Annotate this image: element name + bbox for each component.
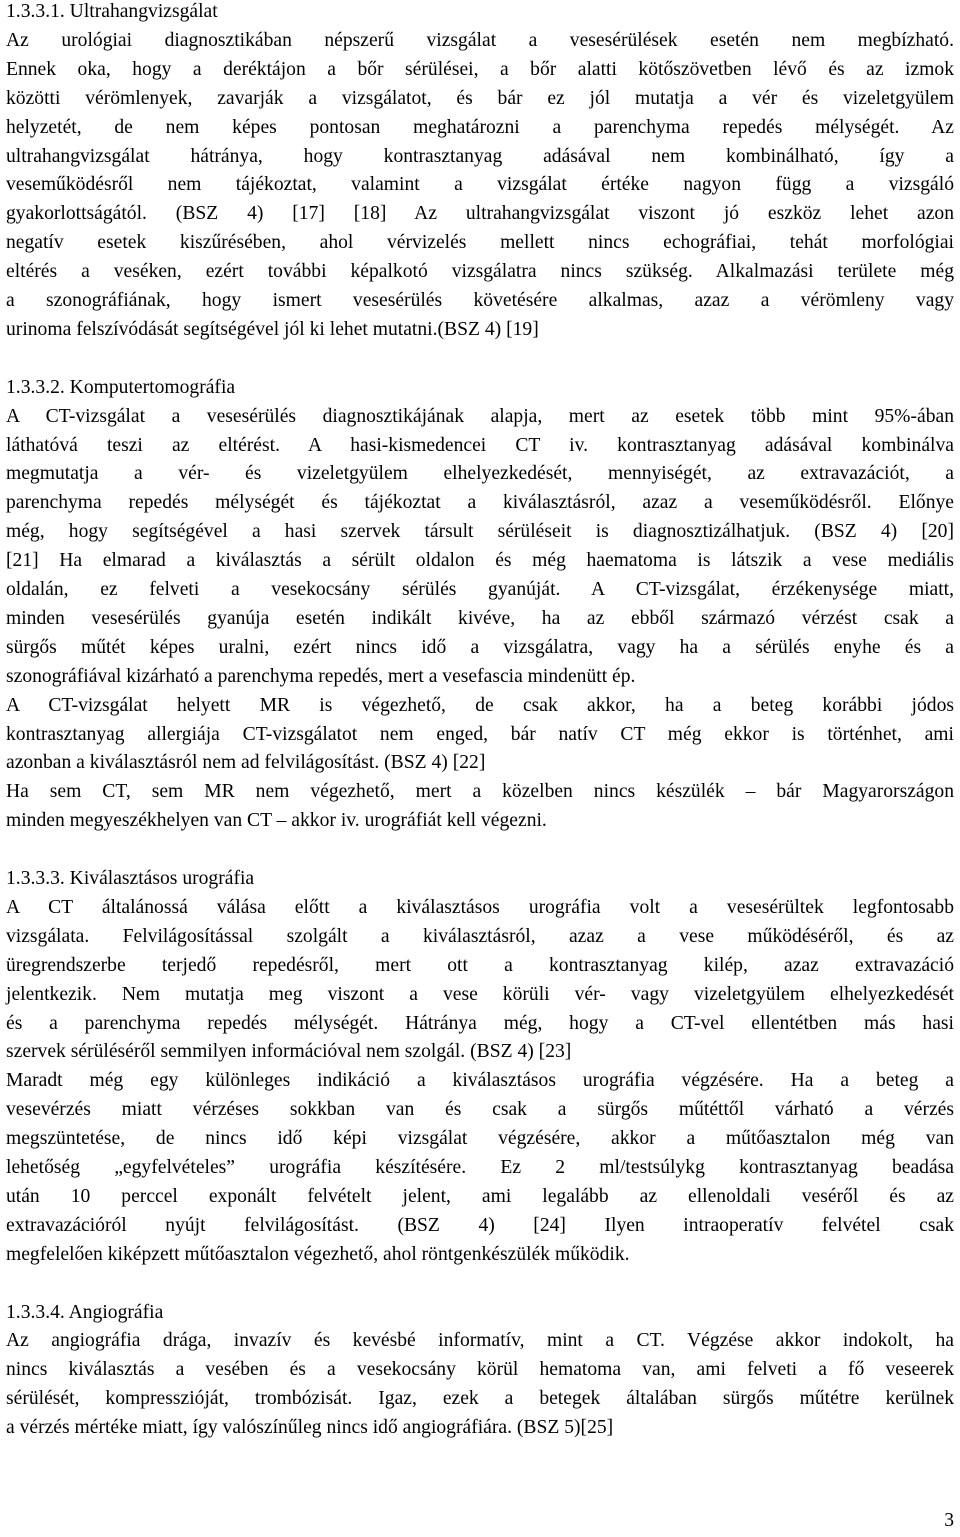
text-line: megmutatja a vér- és vizeletgyülem elhelyezkedését, mennyiségét, az extravazációt, a xyxy=(6,463,954,485)
text-line: és a parenchyma repedés mélységét. Hátránya még, hogy a CT-vel ellentétben más hasi xyxy=(6,1012,954,1034)
text-line: láthatóvá teszi az eltérést. A hasi-kismedencei CT iv. kontrasztanyag adásával kombinálva xyxy=(6,434,954,456)
text-line: még, hogy segítségével a hasi szervek társult sérüléseit is diagnosztizálhatjuk. (BSZ 4) [20] xyxy=(6,521,954,543)
text-line: minden vesesérülés gyanúja esetén indikált kivéve, ha az ebből származó vérzést csak a xyxy=(6,607,954,629)
text-line: veseműködésről nem tájékoztat, valamint a vizsgálat értéke nagyon függ a vizsgáló xyxy=(6,174,954,196)
text-line: üregrendszerbe terjedő repedésről, mert ott a kontrasztanyag kilép, azaz extravazáció xyxy=(6,954,954,976)
text-line: gyakorlottságától. (BSZ 4) [17] [18] Az ultrahangvizsgálat viszont jó eszköz lehet azon xyxy=(6,203,954,225)
text-line: lehetőség „egyfelvételes” urográfia készítésére. Ez 2 ml/testsúlykg kontrasztanyag beadása xyxy=(6,1157,954,1179)
text-line: a vérzés mértéke miatt, így valószínűleg nincs idő angiográfiára. (BSZ 5)[25] xyxy=(6,1417,614,1439)
section-1-paragraph xyxy=(6,27,954,345)
text-line: [21] Ha elmarad a kiválasztás a sérült oldalon és még haematoma is látszik a vese mediális xyxy=(6,550,954,572)
text-line: Ennek oka, hogy a deréktájon a bőr sérülései, a bőr alatti kötőszövetben lévő és az izmok xyxy=(6,58,954,80)
section-3-paragraph-2 xyxy=(6,1067,954,1269)
text-line: helyzetét, de nem képes pontosan meghatározni a parenchyma repedés mélységét. Az xyxy=(6,116,954,138)
text-line: jelentkezik. Nem mutatja meg viszont a vese körüli vér- vagy vizeletgyülem elhelyezkedését xyxy=(6,983,954,1005)
text-line: megfelelően kiképzett műtőasztalon végezhető, ahol röntgenkészülék működik. xyxy=(6,1243,630,1265)
text-line: után 10 perccel exponált felvételt jelent, ami legalább az ellenoldali veséről és az xyxy=(6,1185,954,1207)
text-line: azonban a kiválasztásról nem ad felvilágosítást. (BSZ 4) [22] xyxy=(6,752,486,774)
text-line: Az angiográfia drága, invazív és kevésbé informatív, mint a CT. Végzése akkor indokolt, ha xyxy=(6,1330,954,1352)
text-line: nincs kiválasztás a vesében és a vesekocsány körül hematoma van, ami felveti a fő veseerek xyxy=(6,1359,954,1381)
page-number: 3 xyxy=(944,1510,954,1531)
text-line: Ha sem CT, sem MR nem végezhető, mert a közelben nincs készülék – bár Magyarországon xyxy=(6,781,954,803)
text-line: szervek sérüléséről semmilyen információval nem szolgál. (BSZ 4) [23] xyxy=(6,1041,572,1063)
text-line: negatív esetek kiszűrésében, ahol vérvizelés mellett nincs echográfiai, tehát morfológiai xyxy=(6,232,954,254)
section-3-paragraph-1 xyxy=(6,894,954,1067)
text-line: kontrasztanyag allergiája CT-vizsgálatot nem enged, bár natív CT még ekkor is történhet, ami xyxy=(6,723,954,745)
text-line: A CT általánossá válása előtt a kiválasztásos urográfia volt a vesesérültek legfontosabb xyxy=(6,896,954,918)
text-line: megszüntetése, de nincs idő képi vizsgálat végzésére, akkor a műtőasztalon még van xyxy=(6,1128,954,1150)
text-line: közötti vérömlenyek, zavarják a vizsgálatot, és bár ez jól mutatja a vér és vizeletgyülem xyxy=(6,87,954,109)
text-line: urinoma felszívódását segítségével jól ki lehet mutatni.(BSZ 4) [19] xyxy=(6,318,539,340)
text-line: Az urológiai diagnosztikában népszerű vizsgálat a vesesérülések esetén nem megbízható. xyxy=(6,29,954,51)
section-1-title: 1.3.3.1. Ultrahangvizsgálat xyxy=(6,1,218,22)
section-4-paragraph xyxy=(6,1327,954,1443)
text-line: sürgős műtét képes uralni, ezért nincs idő a vizsgálatra, vagy ha a sérülés enyhe és a xyxy=(6,636,954,658)
text-line: szonográfiával kizárható a parenchyma repedés, mert a vesefascia mindenütt ép. xyxy=(6,665,636,687)
text-line: sérülését, kompresszióját, trombózisát. Igaz, ezek a betegek általában sürgős műtétre kerülnek xyxy=(6,1388,954,1410)
section-4-title: 1.3.3.4. Angiográfia xyxy=(6,1301,164,1323)
text-line: a szonográfiának, hogy ismert vesesérülés követésére alkalmas, azaz a vérömleny vagy xyxy=(6,290,954,312)
text-line: A CT-vizsgálat helyett MR is végezhető, de csak akkor, ha a beteg korábbi jódos xyxy=(6,694,954,716)
text-line: vesevérzés miatt vérzéses sokkban van és csak a sürgős műtéttől várható a vérzés xyxy=(6,1099,954,1121)
text-line: ultrahangvizsgálat hátránya, hogy kontrasztanyag adásával nem kombinálható, így a xyxy=(6,145,954,167)
section-2-title: 1.3.3.2. Komputertomográfia xyxy=(6,376,236,398)
text-line: extravazációról nyújt felvilágosítást. (BSZ 4) [24] Ilyen intraoperatív felvétel csak xyxy=(6,1214,954,1236)
text-line: A CT-vizsgálat a vesesérülés diagnosztikájának alapja, mert az esetek több mint 95%-ában xyxy=(6,405,954,427)
text-line: minden megyeszékhelyen van CT – akkor iv. urográfiát kell végezni. xyxy=(6,810,547,832)
section-3-title: 1.3.3.3. Kiválasztásos urográfia xyxy=(6,868,255,889)
text-line: eltérés a veséken, ezért további képalkotó vizsgálatra nincs szükség. Alkalmazási területe még xyxy=(6,261,954,283)
section-2-paragraph-3 xyxy=(6,778,954,836)
section-2-paragraph-2 xyxy=(6,692,954,779)
text-line: parenchyma repedés mélységét és tájékoztat a kiválasztásról, azaz a veseműködésről. Előnye xyxy=(6,492,954,514)
text-line: oldalán, ez felveti a vesekocsány sérülés gyanúját. A CT-vizsgálat, érzékenysége miatt, xyxy=(6,579,954,601)
text-line: vizsgálata. Felvilágosítással szolgált a kiválasztásról, azaz a vese működéséről, és az xyxy=(6,925,954,947)
section-2-paragraph-1 xyxy=(6,403,954,692)
text-line: Maradt még egy különleges indikáció a kiválasztásos urográfia végzésére. Ha a beteg a xyxy=(6,1070,954,1092)
